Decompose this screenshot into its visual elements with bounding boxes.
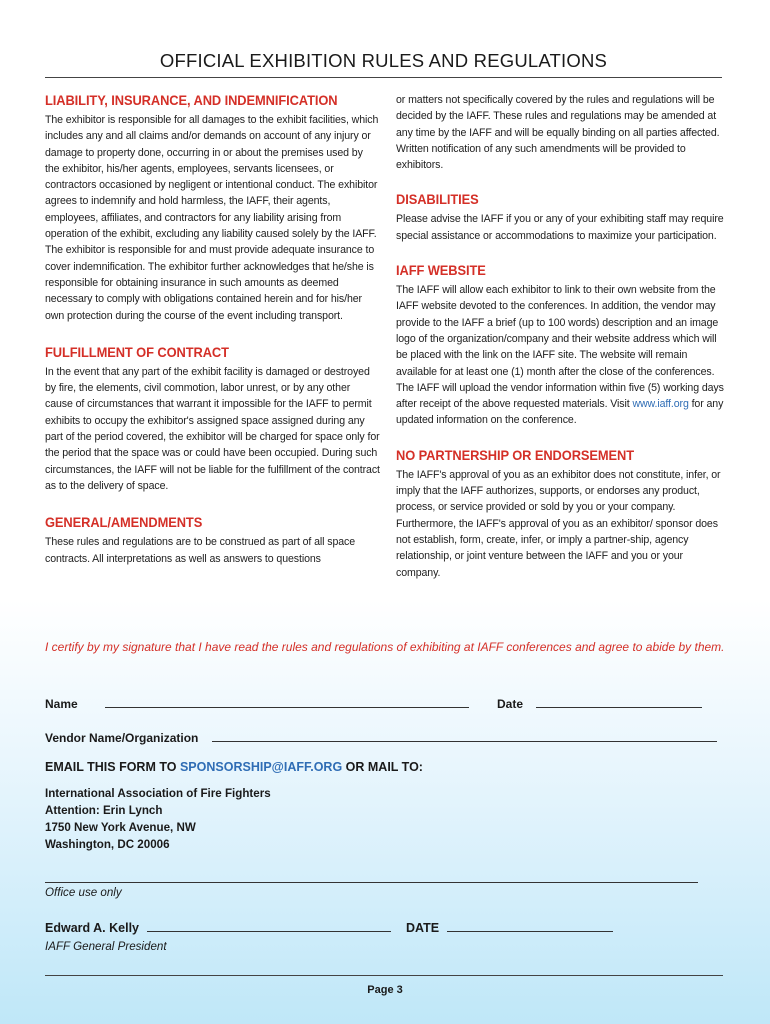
name-field-row	[45, 695, 469, 711]
title-divider	[45, 77, 722, 78]
left-column	[45, 92, 380, 581]
name-signature-line[interactable]	[105, 695, 469, 708]
date-label: Date	[497, 697, 524, 711]
partnership-section	[396, 447, 726, 581]
footer-divider	[45, 975, 723, 976]
liability-heading: LIABILITY, INSURANCE, AND INDEMNIFICATION	[45, 92, 338, 108]
date-field-row	[497, 695, 702, 711]
website-text	[396, 282, 726, 429]
address-line-1: International Association of Fire Fighters	[45, 787, 271, 800]
president-name: Edward A. Kelly	[45, 921, 140, 935]
disabilities-section	[396, 191, 726, 244]
email-prefix: EMAIL THIS FORM TO	[45, 760, 180, 774]
fulfillment-section	[45, 344, 380, 494]
date-line[interactable]	[536, 695, 702, 708]
president-title: IAFF General President	[45, 940, 167, 953]
email-suffix: OR MAIL TO:	[342, 760, 423, 774]
partnership-heading: NO PARTNERSHIP OR ENDORSEMENT	[396, 446, 635, 463]
vendor-field-row	[45, 729, 717, 745]
partnership-text: The IAFF's approval of you as an exhibitor does not constitute, infer, or imply that the IAFF authorizes, supports, or endorses any product, process, or service provided or sold by you or your company. Furthermore, the IAFF's approval of you as an exhibitor/ sponsor does not establish, form, create, infer, or imply a partner-ship, agency relationship, or joint venture between the IAFF and you or your company.	[396, 468, 721, 579]
general-heading: GENERAL/AMENDMENTS	[45, 514, 203, 531]
email-instruction	[45, 760, 423, 774]
address-line-4: Washington, DC 20006	[45, 838, 170, 851]
right-column	[396, 92, 726, 595]
office-use-label: Office use only	[45, 886, 122, 899]
president-signature-row	[45, 919, 391, 935]
vendor-line[interactable]	[212, 729, 717, 742]
website-text-after: for any updated information on the conference.	[396, 398, 724, 427]
address-line-2: Attention: Erin Lynch	[45, 804, 163, 817]
disabilities-text: Please advise the IAFF if you or any of your exhibiting staff may require special assistance or accommodations to maximize your participation.	[396, 213, 724, 242]
general-text-continued: or matters not specifically covered by the rules and regulations will be decided by the IAFF. These rules and regulations may be amended at any time by the IAFF and will be equally binding on all parties affected. Written notification of any such amendments will be provided to exhibitors.	[396, 94, 720, 172]
iaff-website-link[interactable]: www.iaff.org	[632, 398, 689, 411]
website-text-before: The IAFF will allow each exhibitor to link to their own website from the IAFF website devoted to the conferences. In addition, the vendor may provide to the IAFF a brief (up to 100 words) description and an image logo of the organization/company and their website address which will be placed with the link on the IAFF site. The website will remain available for at least one (1) month after the close of the conferences. The IAFF will upload the vendor information within five (5) working days after receipt of the above requested materials. Visit	[396, 284, 724, 411]
office-date-label: DATE	[406, 921, 440, 935]
office-date-row	[406, 919, 613, 935]
office-date-line[interactable]	[447, 919, 613, 932]
website-section	[396, 262, 726, 429]
fulfillment-heading: FULFILLMENT OF CONTRACT	[45, 343, 229, 360]
website-heading: IAFF WEBSITE	[396, 262, 486, 279]
office-use-divider	[45, 882, 698, 883]
general-text: These rules and regulations are to be construed as part of all space contracts. All interpretations as well as answers to questions	[45, 536, 356, 565]
liability-section	[45, 92, 380, 324]
page-title: OFFICIAL EXHIBITION RULES AND REGULATIONS	[159, 50, 608, 71]
sponsorship-email-link[interactable]: SPONSORSHIP@IAFF.ORG	[179, 760, 343, 774]
disabilities-heading: DISABILITIES	[396, 191, 479, 208]
mailing-address	[45, 785, 271, 853]
fulfillment-text: In the event that any part of the exhibit facility is damaged or destroyed by fire, the elements, civil commotion, labor unrest, or by any other cause of circumstances that warrant it impossible for the IAFF to permit exhibits to occupy the exhibitor's assigned space assigned during any part of the period covered, the exhibitor will be charged for space only for the period that the space was or could have been occupied. During such circumstances, the IAFF will not be liable for the fulfillment of the contract as to the delivery of space.	[45, 365, 380, 492]
liability-text: The exhibitor is responsible for all damages to the exhibit facilities, which includes any and all claims and/or demands on account of any injury or damage to property done, occurring in or about the premises used by the exhibitor, his/her agents, employees, servants licensees, or contractors occasioned by negligent or intentional conduct. The exhibitor agrees to indemnify and hold harmless, the IAFF, their agents, employees, affiliates, and contractors for any liability arising from operation of the exhibit, excluding any liability caused solely by the IAFF. The exhibitor is responsible for and must provide adequate insurance to cover indemnification. The exhibitor further acknowledges that he/she is responsible for obtaining insurance in such amounts as deemed necessary to comply with obligations contained herein and for his/her own protection during the course of the event including transport.	[45, 114, 379, 322]
general-continued	[396, 92, 726, 173]
vendor-label: Vendor Name/Organization	[45, 731, 199, 745]
name-label: Name	[45, 697, 78, 711]
president-signature-line[interactable]	[147, 919, 391, 932]
certification-statement: I certify by my signature that I have read the rules and regulations of exhibiting at IAFF conferences and agree to abide by them.	[45, 640, 725, 654]
general-section	[45, 514, 380, 567]
page-number: Page 3	[367, 984, 403, 996]
address-line-3: 1750 New York Avenue, NW	[45, 821, 196, 834]
